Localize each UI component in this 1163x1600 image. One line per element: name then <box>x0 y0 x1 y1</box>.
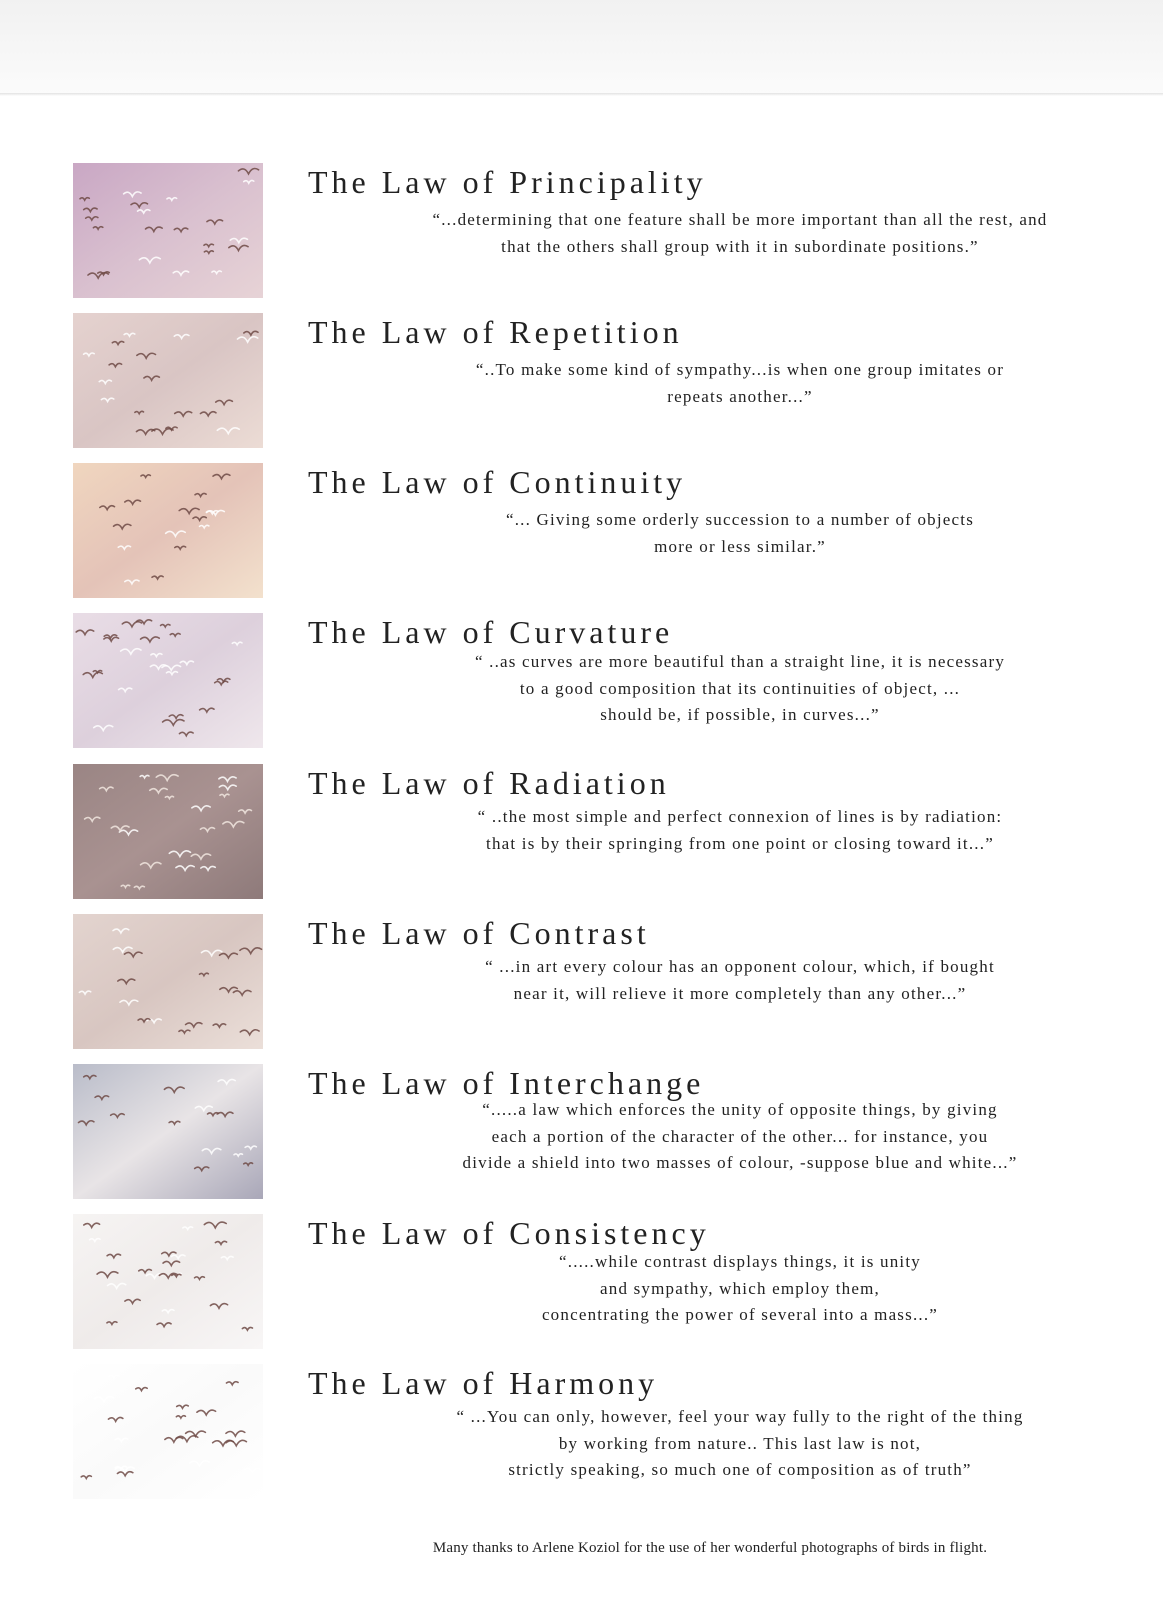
law-quote <box>360 507 1120 560</box>
quote-line: concentrating the power of several into a mass...” <box>541 1305 939 1324</box>
quote-line: near it, will relieve it more completely than any other...” <box>513 983 967 1003</box>
quote-line: “... Giving some orderly succession to a number of objects <box>505 510 975 529</box>
painting-background <box>73 463 263 598</box>
law-title: The Law of Continuity <box>308 464 687 500</box>
painting-background <box>73 1214 263 1349</box>
law-thumbnail <box>73 764 263 899</box>
law-quote <box>360 1249 1120 1329</box>
law-quote <box>360 649 1120 729</box>
law-entry-principality <box>0 163 1163 313</box>
law-entry-consistency <box>0 1214 1163 1364</box>
quote-line: by working from nature.. This last law is not, <box>558 1433 922 1453</box>
quote-line: “ ...You can only, however, feel your way fully to the right of the thing <box>456 1407 1024 1426</box>
painting-background <box>73 1064 263 1199</box>
law-title: The Law of Contrast <box>308 915 650 951</box>
bird-painting <box>73 313 263 448</box>
law-quote <box>360 1097 1120 1177</box>
quote-line: “..To make some kind of sympathy...is when one group imitates or <box>475 360 1005 379</box>
law-entry-contrast <box>0 914 1163 1064</box>
bird-painting <box>73 163 263 298</box>
quote-line: “.....a law which enforces the unity of opposite things, by giving <box>482 1100 998 1119</box>
law-quote <box>360 804 1120 857</box>
law-entry-radiation <box>0 764 1163 914</box>
quote-line: and sympathy, which employ them, <box>600 1278 880 1298</box>
painting-background <box>73 764 263 899</box>
law-title: The Law of Consistency <box>308 1215 710 1251</box>
quote-line: “ ..the most simple and perfect connexion of lines is by radiation: <box>477 807 1003 826</box>
painting-background <box>73 1364 263 1499</box>
bird-painting <box>73 1064 263 1199</box>
quote-line: to a good composition that its continuities of object, ... <box>519 678 961 698</box>
law-thumbnail <box>73 1364 263 1499</box>
bird-painting <box>73 1214 263 1349</box>
bird-painting <box>73 1364 263 1499</box>
painting-background <box>73 914 263 1049</box>
law-entry-curvature <box>0 613 1163 763</box>
law-entry-continuity <box>0 463 1163 613</box>
bird-painting <box>73 463 263 598</box>
scan-edge <box>0 93 1163 96</box>
law-quote <box>360 1404 1120 1484</box>
bird-painting <box>73 764 263 899</box>
law-entry-harmony <box>0 1364 1163 1514</box>
law-thumbnail <box>73 163 263 298</box>
law-title: The Law of Radiation <box>308 765 670 801</box>
bird-painting <box>73 914 263 1049</box>
quote-line: strictly speaking, so much one of composition as of truth” <box>508 1460 972 1479</box>
law-thumbnail <box>73 914 263 1049</box>
law-quote <box>360 357 1120 410</box>
quote-line: that is by their springing from one point or closing toward it...” <box>486 833 994 853</box>
quote-line: divide a shield into two masses of colour, -suppose blue and white...” <box>462 1153 1018 1172</box>
painting-background <box>73 163 263 298</box>
quote-line: “...determining that one feature shall be more important than all the rest, and <box>432 210 1048 229</box>
scan-top-band <box>0 0 1163 95</box>
quote-line: should be, if possible, in curves...” <box>600 705 880 724</box>
law-thumbnail <box>73 1214 263 1349</box>
law-thumbnail <box>73 1064 263 1199</box>
law-title: The Law of Curvature <box>308 614 674 650</box>
quote-line: “ ...in art every colour has an opponent colour, which, if bought <box>485 957 995 976</box>
law-entry-interchange <box>0 1064 1163 1214</box>
quote-line: that the others shall group with it in subordinate positions.” <box>501 236 979 256</box>
quote-line: each a portion of the character of the other... for instance, you <box>491 1126 989 1146</box>
law-quote <box>360 207 1120 260</box>
law-thumbnail <box>73 313 263 448</box>
quote-line: repeats another...” <box>667 386 813 406</box>
law-title: The Law of Principality <box>308 164 707 200</box>
law-title: The Law of Harmony <box>308 1365 659 1401</box>
law-quote <box>360 954 1120 1007</box>
law-thumbnail <box>73 463 263 598</box>
bird-painting <box>73 613 263 748</box>
credit-line: Many thanks to Arlene Koziol for the use of her wonderful photographs of birds in flight. <box>432 1540 988 1556</box>
quote-line: “ ..as curves are more beautiful than a straight line, it is necessary <box>474 652 1006 671</box>
law-thumbnail <box>73 613 263 748</box>
quote-line: more or less similar.” <box>654 536 826 556</box>
quote-line: “.....while contrast displays things, it is unity <box>559 1252 921 1271</box>
law-title: The Law of Interchange <box>308 1065 705 1101</box>
law-title: The Law of Repetition <box>308 314 683 350</box>
law-entry-repetition <box>0 313 1163 463</box>
